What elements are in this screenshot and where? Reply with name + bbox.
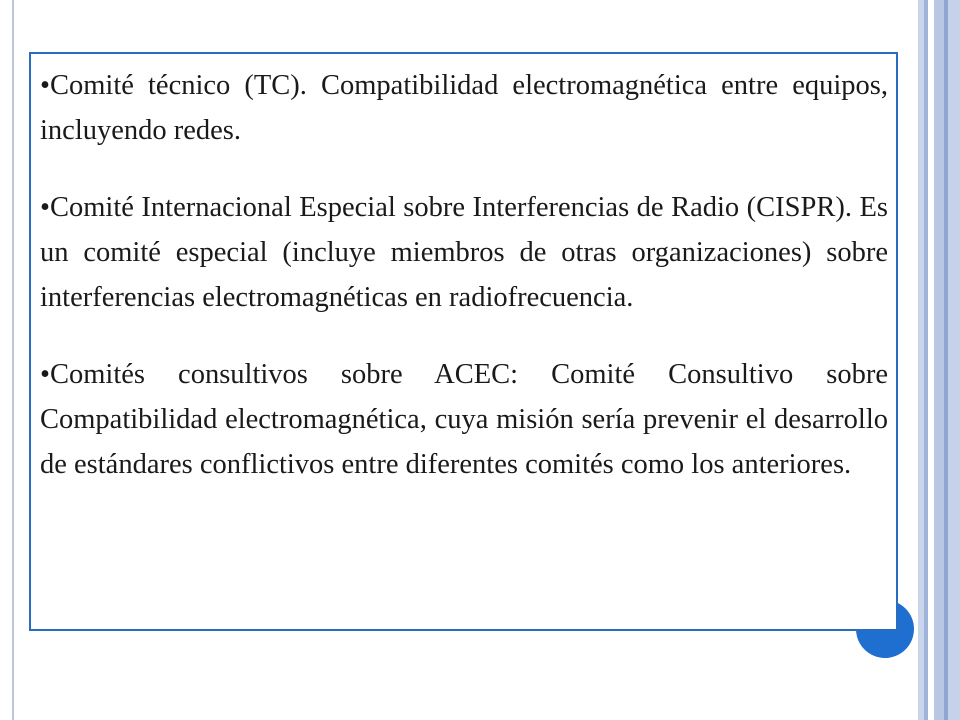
bullet-text: Comités consultivos sobre ACEC: Comité Consultivo sobre Compatibilidad electromagnética, cuya misión sería prevenir el desarrollo de estándares conflictivos entre diferentes comités como los anteriores. (40, 359, 888, 480)
bullet-item-acec (40, 352, 888, 487)
bullet-marker: • (40, 192, 50, 223)
content-text-box (29, 52, 898, 631)
bullet-text: Comité Internacional Especial sobre Interferencias de Radio (CISPR). Es un comité especial (incluye miembros de otras organizaciones) sobre interferencias electromagnéticas en radiofrecuencia. (40, 192, 888, 313)
bullet-item-tc (40, 63, 888, 153)
bullet-item-cispr (40, 185, 888, 320)
bullet-text: Comité técnico (TC). Compatibilidad electromagnética entre equipos, incluyendo redes. (40, 70, 888, 146)
right-decorative-stripe (934, 0, 944, 720)
bullet-marker: • (40, 359, 50, 390)
bullet-marker: • (40, 70, 50, 101)
left-divider-line (12, 0, 14, 720)
right-decorative-stripe (948, 0, 960, 720)
